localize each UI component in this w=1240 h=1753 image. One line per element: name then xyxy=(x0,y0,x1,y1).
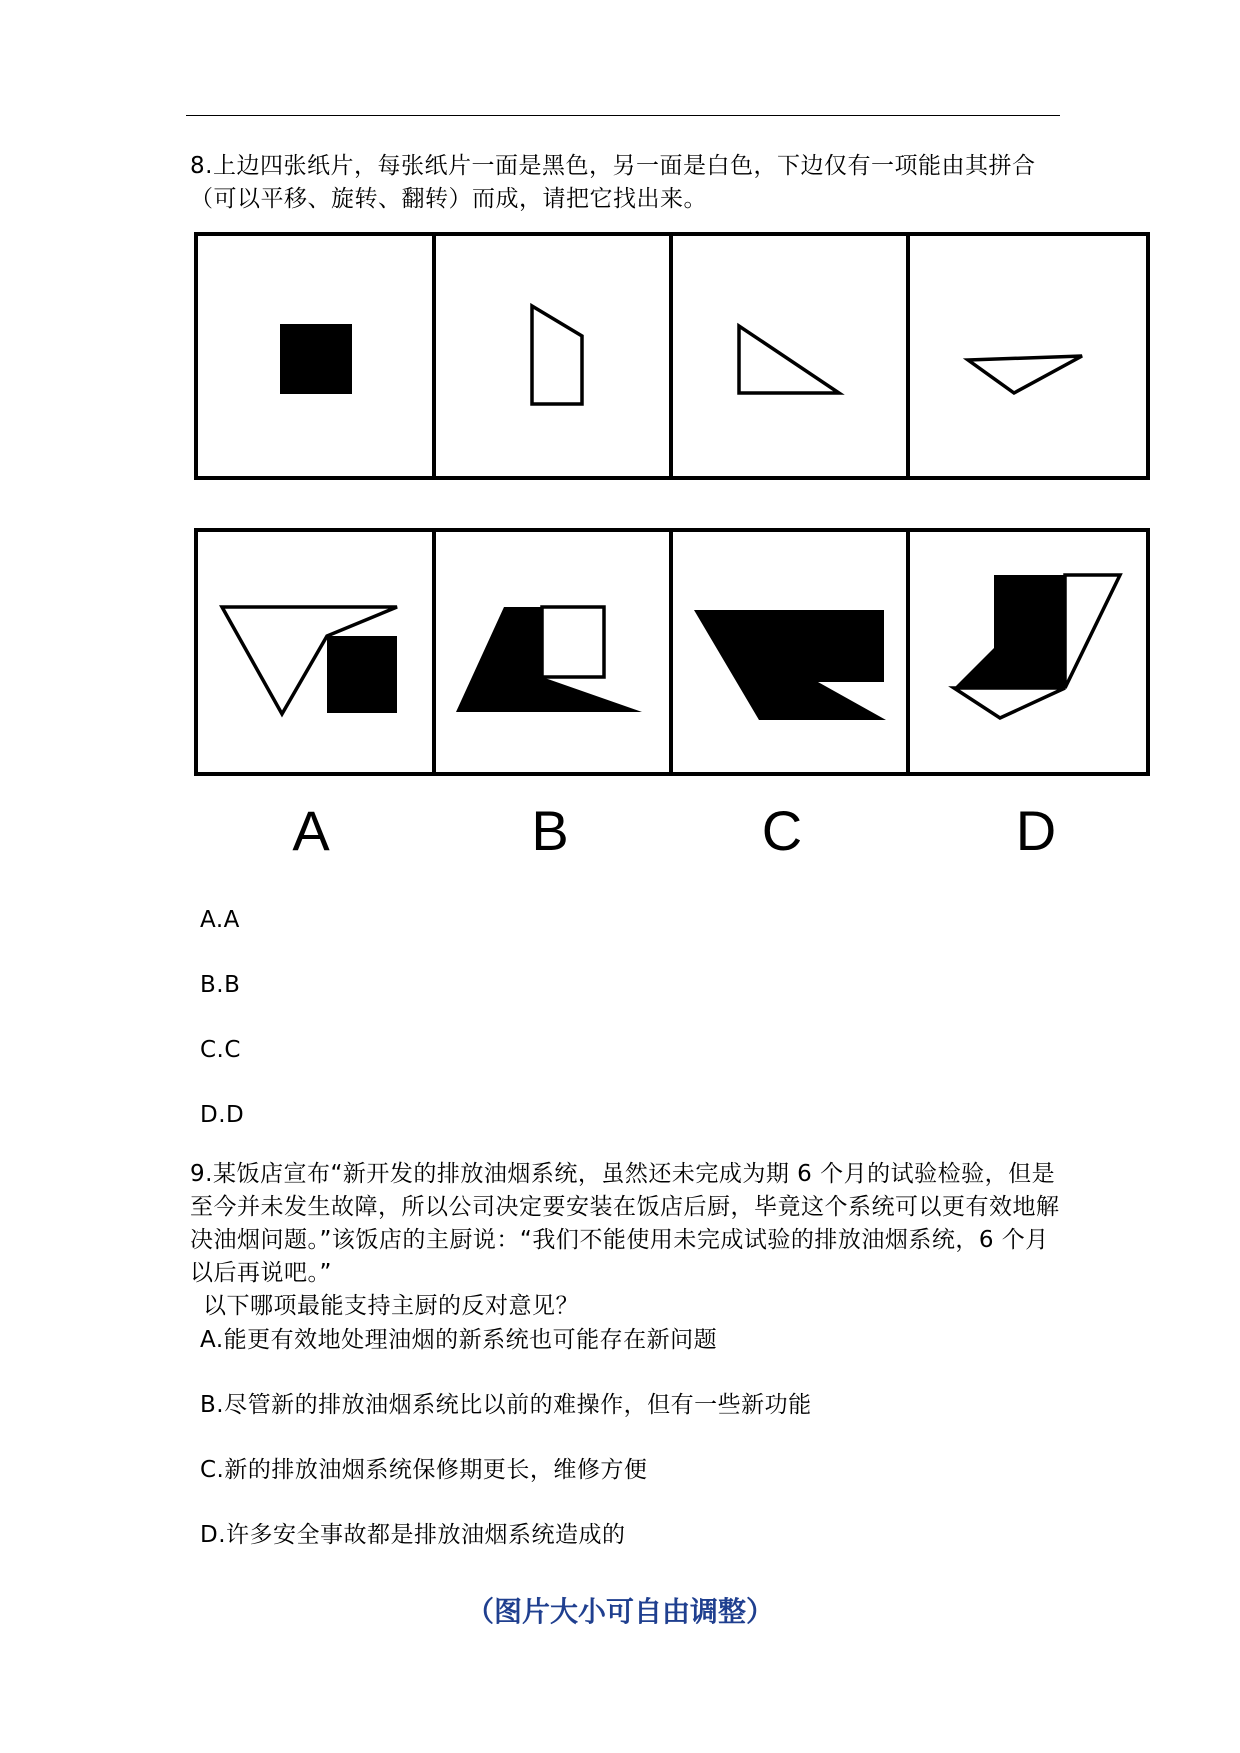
question-9-text: 9.某饭店宣布“新开发的排放油烟系统，虽然还未完成为期 6 个月的试验检验，但是至今并未发生故障，所以公司决定要安装在饭店后厨，毕竟这个系统可以更有效地解决油烟问题。”该饭店的主厨说：“我们不能使用未完成试验的排放油烟系统，6 个月以后再说吧。” xyxy=(190,1161,1060,1286)
label-d: D xyxy=(1015,799,1057,862)
option-c-shape xyxy=(694,610,886,720)
label-c: C xyxy=(761,799,803,862)
piece-black-square xyxy=(280,324,352,394)
q9-option-b[interactable]: B.尽管新的排放油烟系统比以前的难操作，但有一些新功能 xyxy=(200,1392,812,1418)
label-a: A xyxy=(292,799,330,862)
option-d-shape xyxy=(954,575,1120,718)
q9-option-c[interactable]: C.新的排放油烟系统保修期更长，维修方便 xyxy=(200,1457,648,1483)
q9-option-a[interactable]: A.能更有效地处理油烟的新系统也可能存在新问题 xyxy=(200,1327,718,1353)
q8-option-d[interactable]: D.D xyxy=(200,1102,245,1128)
header-rule xyxy=(186,115,1060,116)
q9-option-d[interactable]: D.许多安全事故都是排放油烟系统造成的 xyxy=(200,1522,626,1548)
figure-svg xyxy=(192,230,1152,870)
footer-note: （图片大小可自由调整） xyxy=(465,1595,774,1628)
q8-option-b[interactable]: B.B xyxy=(200,972,241,998)
question-8-figure xyxy=(192,230,1152,870)
piece-white-flat-triangle xyxy=(968,356,1082,393)
label-b: B xyxy=(531,799,569,862)
piece-white-right-triangle xyxy=(739,326,839,393)
q8-option-a[interactable]: A.A xyxy=(200,907,240,933)
q8-option-c[interactable]: C.C xyxy=(200,1037,241,1063)
question-9-prompt: 以下哪项最能支持主厨的反对意见？ xyxy=(203,1293,579,1319)
option-b-shape xyxy=(456,607,642,712)
piece-white-pentagon xyxy=(532,306,582,404)
option-a-shape xyxy=(222,607,397,714)
question-8-text: 8.上边四张纸片，每张纸片一面是黑色，另一面是白色，下边仅有一项能由其拼合（可以平移、旋转、翻转）而成，请把它找出来。 xyxy=(190,153,1036,212)
